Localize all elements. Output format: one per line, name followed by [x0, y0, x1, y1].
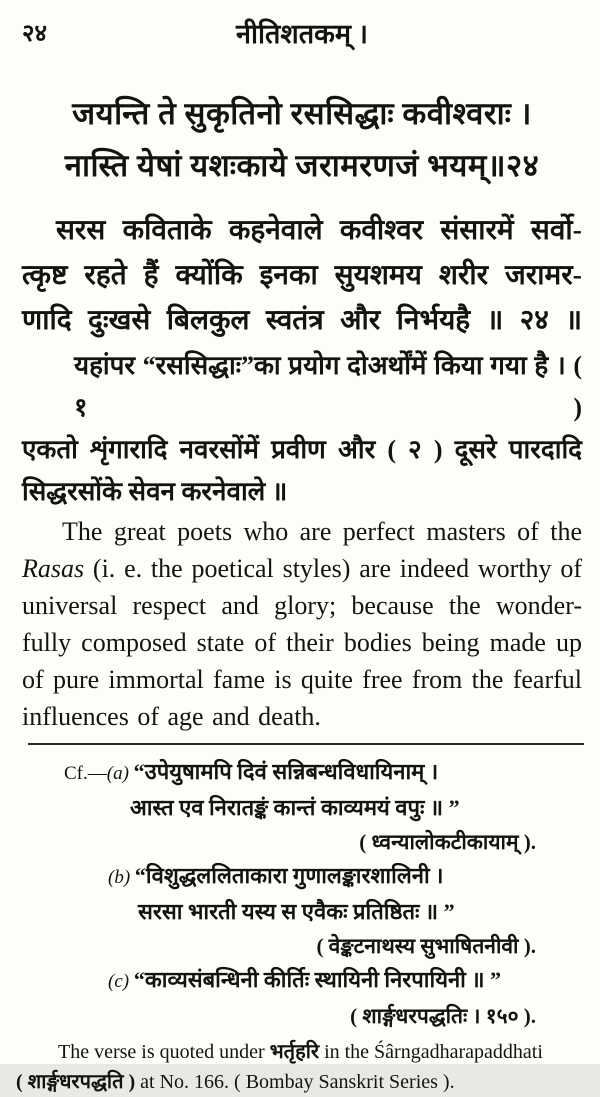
page-number: २४: [22, 21, 47, 47]
hindi-note-line-2: एकतो शृंगारादि नवरसोंमें प्रवीण और ( २ ) दूसरे पारदादि: [22, 435, 582, 464]
page-header: [22, 12, 582, 56]
footnote-b-line-2: सरसा भारती यस्य स एवैकः प्रतिष्ठितः ॥ ”: [138, 899, 455, 924]
footnote-b-marker: (b): [108, 867, 135, 888]
english-italic-rasas: Rasas: [22, 554, 85, 583]
footnote-divider: [28, 743, 584, 745]
verse-line-2: नास्ति येषां यशःकाये जरामरणजं भयम्॥२४: [64, 148, 540, 183]
closing-line-1-pre: The verse is quoted under: [58, 1041, 270, 1063]
english-line-2-rest: (i. e. the poetical styles) are indeed worthy of: [84, 554, 582, 583]
footnote-c-text-1: “काव्यसंबन्धिनी कीर्तिः स्थायिनी निरपायिनी ॥ ”: [133, 967, 502, 992]
hindi-note-line-3: सिद्धरसोंके सेवन करनेवाले ॥: [22, 477, 288, 506]
english-line-5: of pure immortal fame is quite free from the fearful: [22, 665, 582, 694]
hindi-note-line-1: यहांपर “रससिद्धाः”का प्रयोग दोअर्थोंमें किया गया है । ( १ ): [74, 351, 582, 422]
footnote-a-source: ( ध्वन्यालोकटीकायाम् ).: [359, 830, 536, 854]
english-line-4: fully composed state of their bodies being made up: [22, 628, 582, 657]
footnote-a-marker: (a): [106, 763, 134, 784]
english-line-3: universal respect and glory; because the wonder-: [22, 591, 582, 620]
hindi-meaning-line-1: सरस कविताके कहनेवाले कवीश्वर संसारमें सर्वो-: [56, 215, 582, 246]
closing-note: [16, 1037, 582, 1097]
footnote-c-source: ( शार्ङ्गधरपद्धतिः । १५० ).: [350, 1004, 536, 1028]
hindi-note-paragraph: [22, 345, 582, 513]
footnote-a-line-1: [22, 755, 582, 791]
hindi-meaning-paragraph: [22, 208, 582, 343]
footnote-a-line-2: आस्त एव निरातङ्कं कान्तं काव्यमयं वपुः ॥ ”: [130, 795, 460, 820]
footnote-b-source: ( वेङ्कटनाथस्य सुभाषितनीवी ).: [316, 934, 536, 958]
sanskrit-verse: [22, 88, 582, 192]
closing-line-1-post: in the Śârngadharapaddhati: [319, 1041, 543, 1063]
footnote-b-text-1: “विशुद्धललिताकारा गुणालङ्कारशालिनी ।: [134, 863, 444, 888]
closing-sarngadhara-devanagari: ( शार्ङ्गधरपद्धति ): [16, 1071, 136, 1093]
page-title: नीतिशतकम् ।: [236, 19, 368, 49]
footnote-b-line-1: [22, 859, 582, 895]
footnotes-section: [22, 755, 582, 1033]
english-line-1: The great poets who are perfect masters of the: [62, 517, 582, 546]
closing-note-line-2: [16, 1067, 582, 1097]
footnote-a-text-1: “उपेयुषामपि दिवं सन्निबन्धविधायिनाम् ।: [133, 759, 439, 784]
hindi-meaning-line-3: णादि दुःखसे बिलकुल स्वतंत्र और निर्भयहै ॥ २४ ॥: [22, 305, 582, 336]
english-line-6: influences of age and death.: [22, 702, 321, 731]
closing-note-line-1: [22, 1037, 582, 1067]
verse-line-1: जयन्ति ते सुकृतिनो रससिद्धाः कवीश्वराः ।: [72, 96, 532, 131]
english-line-2: [22, 550, 582, 587]
footnote-cf-label: Cf.—: [64, 763, 107, 784]
footnote-c-marker: (c): [108, 971, 134, 992]
closing-line-2-post: at No. 166. ( Bombay Sanskrit Series ).: [135, 1071, 455, 1093]
footnote-c-line-1: [22, 963, 582, 999]
english-translation: [22, 513, 582, 735]
hindi-meaning-line-2: त्कृष्ट रहते हैं क्योंकि इनका सुयशमय शरीर जरामर-: [22, 260, 582, 291]
closing-bhartrihari-devanagari: भर्तृहरि: [269, 1041, 320, 1063]
